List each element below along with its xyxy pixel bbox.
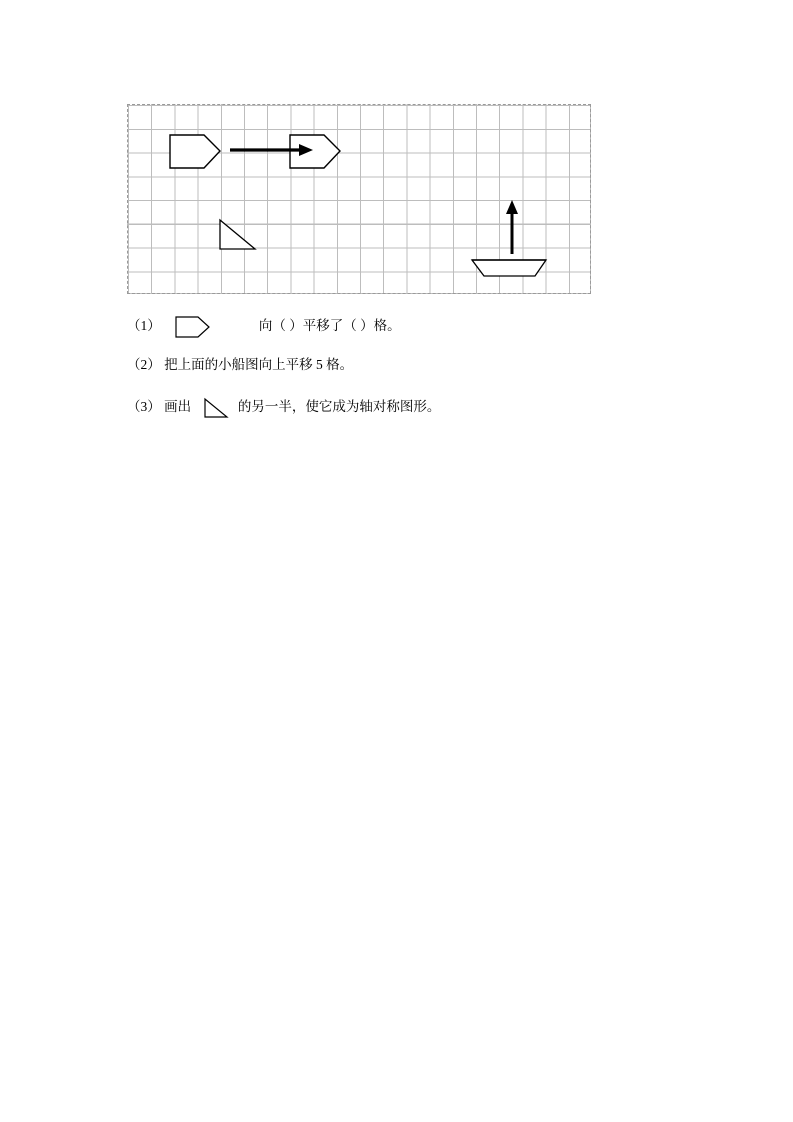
question-1-text-b: ）平移了（ xyxy=(289,318,357,334)
question-2-text: 把上面的小船图向上平移 5 格。 xyxy=(164,357,354,372)
pentagon-arrow-icon xyxy=(174,314,212,340)
question-3-text-a: 画出 xyxy=(164,399,192,415)
question-1-text-a: 向（ xyxy=(258,318,286,334)
question-1-number: （1） xyxy=(127,318,161,334)
question-2 xyxy=(127,355,353,375)
translation-and-symmetry-grid xyxy=(127,104,591,294)
question-3-text-b: 的另一半，使它成为轴对称图形。 xyxy=(237,399,441,415)
grid-background xyxy=(127,104,591,294)
right-triangle-icon xyxy=(201,396,231,420)
question-3-number: （3） xyxy=(127,399,161,415)
question-1 xyxy=(127,314,401,340)
question-3 xyxy=(127,396,440,420)
question-2-number: （2） xyxy=(127,357,161,372)
question-1-text-c: ）格。 xyxy=(360,318,401,334)
